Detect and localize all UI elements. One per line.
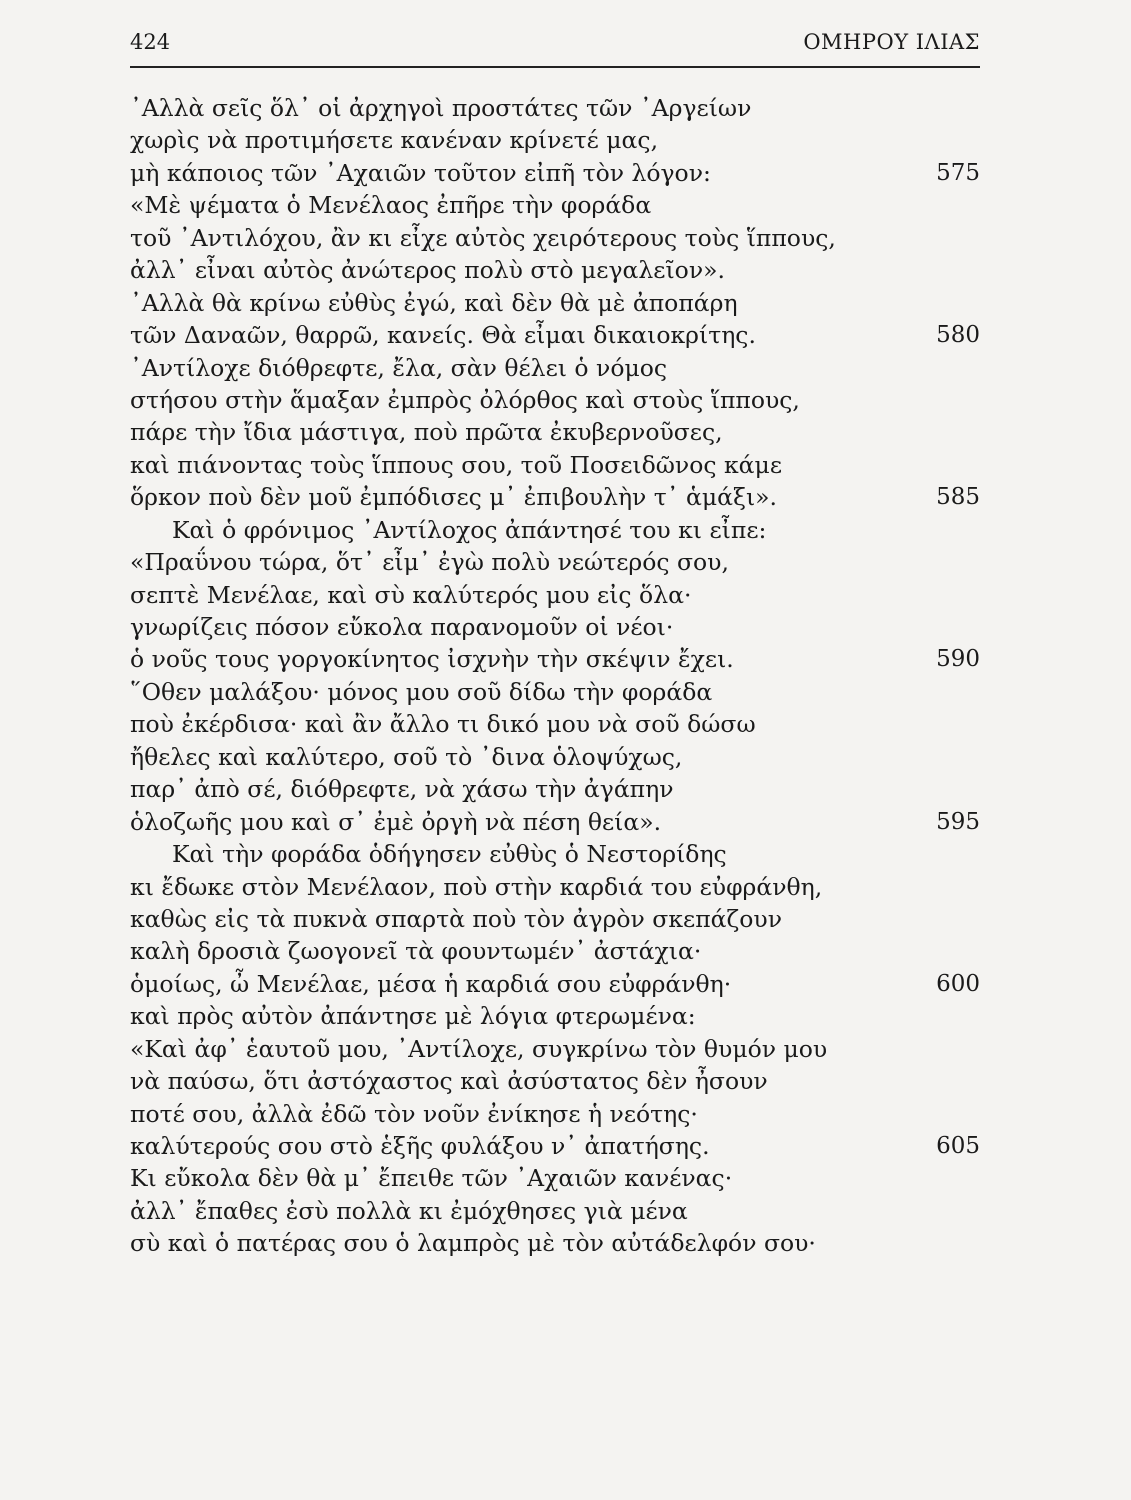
verse-line bbox=[130, 611, 980, 643]
verse-line bbox=[130, 1065, 980, 1097]
verse-text: νὰ παύσω, ὅτι ἀστόχαστος καὶ ἀσύστατος δὲν ἦσουν bbox=[130, 1067, 768, 1096]
verse-text: ὁλοζωῆς μου καὶ σ᾿ ἐμὲ ὀργὴ νὰ πέση θεία». bbox=[130, 807, 662, 836]
verse-line bbox=[130, 903, 980, 935]
verse-text: Καὶ τὴν φοράδα ὁδήγησεν εὐθὺς ὁ Νεστορίδης bbox=[172, 840, 727, 869]
verse-line bbox=[130, 1162, 980, 1194]
verse-text: Κι εὔκολα δὲν θὰ μ᾿ ἔπειθε τῶν ᾿Αχαιῶν κανένας· bbox=[130, 1164, 733, 1193]
verse-line bbox=[130, 1033, 980, 1065]
verse-line bbox=[130, 384, 980, 416]
verse-text: «Πραΰνου τώρα, ὅτ᾿ εἶμ᾿ ἐγὼ πολὺ νεώτερός σου, bbox=[130, 548, 729, 577]
verse-text: γνωρίζεις πόσον εὔκολα παρανομοῦν οἱ νέοι· bbox=[130, 613, 674, 641]
verse-line bbox=[130, 481, 980, 513]
verse-line bbox=[130, 1098, 980, 1130]
verse-line bbox=[130, 416, 980, 448]
verse-text: καθὼς εἰς τὰ πυκνὰ σπαρτὰ ποὺ τὸν ἀγρὸν σκεπάζουν bbox=[130, 904, 782, 933]
page-header bbox=[130, 30, 980, 70]
verse-text: στήσου στὴν ἅμαξαν ἐμπρὸς ὀλόρθος καὶ στοὺς ἵππους, bbox=[130, 385, 800, 414]
verse-line bbox=[130, 189, 980, 221]
verse-line bbox=[130, 1195, 980, 1227]
verse-line bbox=[130, 643, 980, 675]
verse-line bbox=[130, 352, 980, 384]
verse-text: ὅρκον ποὺ δὲν μοῦ ἐμπόδισες μ᾿ ἐπιβουλὴν τ᾿ ἁμάξι». bbox=[130, 483, 778, 512]
verse-text: ἤθελες καὶ καλύτερο, σοῦ τὸ ᾿δινα ὁλοψύχως, bbox=[130, 742, 683, 771]
verse-line bbox=[130, 968, 980, 1000]
line-number: 580 bbox=[936, 322, 980, 349]
line-number: 600 bbox=[936, 970, 980, 997]
verse-line bbox=[130, 449, 980, 481]
verse-line bbox=[130, 871, 980, 903]
line-number: 605 bbox=[936, 1133, 980, 1159]
verse-text: Καὶ ὁ φρόνιμος ᾿Αντίλοχος ἀπάντησέ του κι εἶπε: bbox=[172, 515, 767, 544]
verse-text: ἀλλ᾿ ἔπαθες ἐσὺ πολλὰ κι ἐμόχθησες γιὰ μένα bbox=[130, 1196, 688, 1225]
verse-text: «Καὶ ἀφ᾿ ἑαυτοῦ μου, ᾿Αντίλοχε, συγκρίνω τὸν θυμόν μου bbox=[130, 1034, 828, 1063]
line-number: 575 bbox=[936, 159, 980, 186]
verse-text: πάρε τὴν ἴδια μάστιγα, ποὺ πρῶτα ἐκυβερνοῦσες, bbox=[130, 418, 723, 447]
verse-line bbox=[130, 708, 980, 740]
verse-line bbox=[130, 546, 980, 578]
verse-text: σὺ καὶ ὁ πατέρας σου ὁ λαμπρὸς μὲ τὸν αὐτάδελφόν σου· bbox=[130, 1229, 816, 1258]
page-number: 424 bbox=[130, 30, 171, 54]
verse-text: χωρὶς νὰ προτιμήσετε κανέναν κρίνετέ μας, bbox=[130, 126, 659, 155]
verse-text: τοῦ ᾿Αντιλόχου, ἂν κι εἶχε αὐτὸς χειρότερους τοὺς ἵππους, bbox=[130, 223, 836, 252]
verse-text: καὶ πρὸς αὐτὸν ἀπάντησε μὲ λόγια φτερωμένα: bbox=[130, 1002, 696, 1031]
line-number: 590 bbox=[936, 646, 980, 673]
verse-text: ῞Οθεν μαλάξου· μόνος μου σοῦ δίδω τὴν φοράδα bbox=[130, 677, 713, 706]
verse-line bbox=[130, 287, 980, 319]
verse-text: ἀλλ᾿ εἶναι αὐτὸς ἀνώτερος πολὺ στὸ μεγαλεῖον». bbox=[130, 256, 725, 285]
verse-line bbox=[130, 254, 980, 286]
verse-line bbox=[130, 935, 980, 967]
verse-text: ᾿Αλλὰ θὰ κρίνω εὐθὺς ἐγώ, καὶ δὲν θὰ μὲ ἀποπάρη bbox=[130, 288, 738, 317]
verse-text: ᾿Αντίλοχε διόθρεφτε, ἔλα, σὰν θέλει ὁ νόμος bbox=[130, 353, 668, 382]
verse-line bbox=[130, 806, 980, 838]
verse-line bbox=[130, 741, 980, 773]
verse-line bbox=[130, 514, 980, 546]
verse-text: τῶν Δαναῶν, θαρρῶ, κανείς. Θὰ εἶμαι δικαιοκρίτης. bbox=[130, 321, 756, 350]
verse-line bbox=[130, 579, 980, 611]
verse-line bbox=[130, 773, 980, 805]
verse-text: «Μὲ ψέματα ὁ Μενέλαος ἐπῆρε τὴν φοράδα bbox=[130, 191, 652, 220]
verse-line bbox=[130, 92, 980, 124]
verse-line bbox=[130, 124, 980, 156]
verse-text: ποὺ ἐκέρδισα· καὶ ἂν ἄλλο τι δικό μου νὰ σοῦ δώσω bbox=[130, 710, 756, 739]
verse-text: ὁμοίως, ὦ Μενέλαε, μέσα ἡ καρδιά σου εὐφράνθη· bbox=[130, 969, 732, 998]
verse-text: παρ᾿ ἀπὸ σέ, διόθρεφτε, νὰ χάσω τὴν ἀγάπην bbox=[130, 775, 674, 804]
verse-text: καλύτερούς σου στὸ ἑξῆς φυλάξου ν᾿ ἀπατήσης. bbox=[130, 1132, 710, 1160]
line-number: 595 bbox=[936, 808, 980, 835]
verse-line bbox=[130, 838, 980, 870]
running-title: ΟΜΗΡΟΥ ΙΛΙΑΣ bbox=[803, 30, 980, 54]
verse-text: ᾿Αλλὰ σεῖς ὅλ᾿ οἱ ἀρχηγοὶ προστάτες τῶν ᾿Αργείων bbox=[130, 94, 752, 122]
verse-line bbox=[130, 319, 980, 351]
verse-line bbox=[130, 157, 980, 189]
verse-text: καὶ πιάνοντας τοὺς ἵππους σου, τοῦ Ποσειδῶνος κάμε bbox=[130, 450, 782, 479]
verse-text: σεπτὲ Μενέλαε, καὶ σὺ καλύτερός μου εἰς ὅλα· bbox=[130, 580, 692, 609]
verse-text: καλὴ δροσιὰ ζωογονεῖ τὰ φουντωμέν᾿ ἀστάχια· bbox=[130, 937, 702, 966]
verse-line bbox=[130, 676, 980, 708]
verse-line bbox=[130, 1000, 980, 1032]
verse-text: μὴ κάποιος τῶν ᾿Αχαιῶν τοῦτον εἰπῆ τὸν λόγον: bbox=[130, 158, 711, 187]
verse-block bbox=[130, 92, 980, 1260]
verse-line bbox=[130, 1227, 980, 1259]
verse-text: κι ἔδωκε στὸν Μενέλαον, ποὺ στὴν καρδιά του εὐφράνθη, bbox=[130, 872, 823, 901]
header-rule bbox=[130, 66, 980, 68]
verse-line bbox=[130, 222, 980, 254]
verse-text: ποτέ σου, ἀλλὰ ἐδῶ τὸν νοῦν ἐνίκησε ἡ νεότης· bbox=[130, 1099, 698, 1128]
verse-text: ὁ νοῦς τους γοργοκίνητος ἰσχνὴν τὴν σκέψιν ἔχει. bbox=[130, 645, 734, 674]
line-number: 585 bbox=[936, 484, 980, 511]
verse-line bbox=[130, 1130, 980, 1162]
